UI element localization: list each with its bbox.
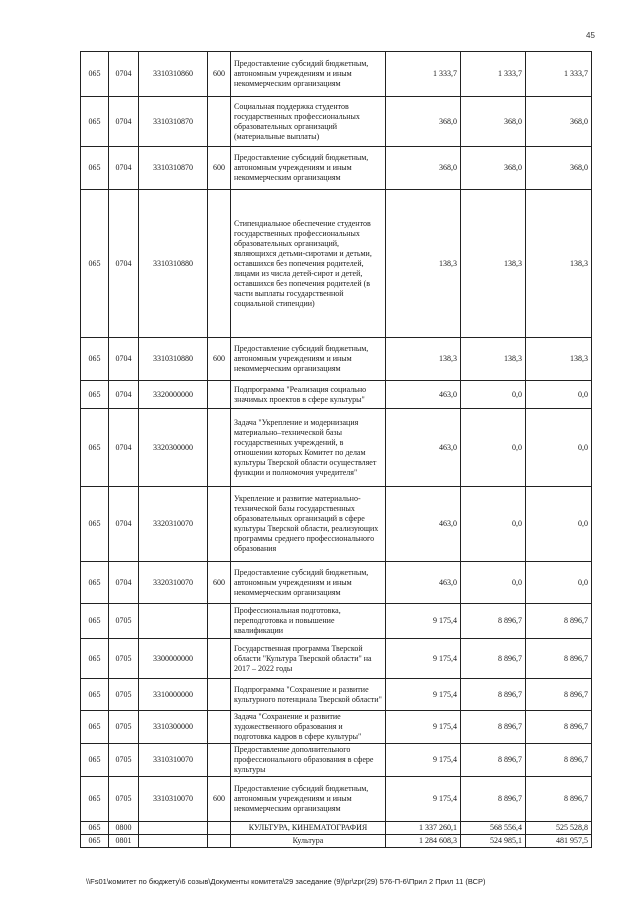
target-article-cell: 3310310070	[139, 777, 208, 822]
amount-year3-cell: 8 896,7	[526, 679, 592, 711]
expense-type-cell: 600	[208, 147, 231, 190]
section-cell: 0704	[109, 147, 139, 190]
expense-type-cell: 600	[208, 777, 231, 822]
amount-year1-cell: 9 175,4	[386, 744, 461, 777]
table-row	[81, 711, 592, 744]
target-article-cell: 3300000000	[139, 639, 208, 679]
amount-year1-cell: 368,0	[386, 97, 461, 147]
table-row	[81, 147, 592, 190]
kgrbs-cell: 065	[81, 639, 109, 679]
section-cell: 0705	[109, 679, 139, 711]
amount-year1-cell: 463,0	[386, 409, 461, 487]
kgrbs-cell: 065	[81, 381, 109, 409]
expense-type-cell	[208, 604, 231, 639]
section-cell: 0705	[109, 777, 139, 822]
item-name-cell: Предоставление дополнительного профессионального образования в сфере культуры	[231, 744, 386, 777]
amount-year3-cell: 0,0	[526, 562, 592, 604]
expense-type-cell	[208, 639, 231, 679]
target-article-cell: 3320310070	[139, 487, 208, 562]
page-number: 45	[586, 31, 595, 40]
expense-type-cell	[208, 822, 231, 835]
item-name-cell: Предоставление субсидий бюджетным, автономным учреждениям и иным некоммерческим организациям	[231, 147, 386, 190]
kgrbs-cell: 065	[81, 744, 109, 777]
amount-year2-cell: 0,0	[461, 562, 526, 604]
amount-year1-cell: 9 175,4	[386, 711, 461, 744]
amount-year1-cell: 138,3	[386, 338, 461, 381]
amount-year1-cell: 1 284 608,3	[386, 835, 461, 848]
file-path-footer: \\Fs01\комитет по бюджету\6 созыв\Документы комитета\29 заседание (9)\pr\zpr(29) 576-П-6\Прил 2 Прил 11 (ВСР)	[86, 877, 486, 886]
amount-year3-cell: 8 896,7	[526, 604, 592, 639]
budget-table	[80, 51, 592, 848]
item-name-cell: Социальная поддержка студентов государственных профессиональных образовательных организаций (материальные выплаты)	[231, 97, 386, 147]
kgrbs-cell: 065	[81, 97, 109, 147]
item-name-cell: Задача "Укрепление и модернизация материально–технической базы государственных учреждений, в отношении которых Комитет по делам культуры Тверской области осуществляет функции и полномочия учредителя"	[231, 409, 386, 487]
amount-year2-cell: 8 896,7	[461, 679, 526, 711]
expense-type-cell	[208, 381, 231, 409]
kgrbs-cell: 065	[81, 52, 109, 97]
kgrbs-cell: 065	[81, 409, 109, 487]
amount-year1-cell: 1 337 260,1	[386, 822, 461, 835]
amount-year1-cell: 9 175,4	[386, 777, 461, 822]
amount-year2-cell: 138,3	[461, 338, 526, 381]
item-name-cell: Культура	[231, 835, 386, 848]
amount-year2-cell: 368,0	[461, 97, 526, 147]
expense-type-cell: 600	[208, 562, 231, 604]
amount-year2-cell: 368,0	[461, 147, 526, 190]
amount-year3-cell: 8 896,7	[526, 711, 592, 744]
kgrbs-cell: 065	[81, 822, 109, 835]
expense-type-cell	[208, 711, 231, 744]
target-article-cell: 3310310070	[139, 744, 208, 777]
kgrbs-cell: 065	[81, 835, 109, 848]
target-article-cell: 3320300000	[139, 409, 208, 487]
table-row	[81, 822, 592, 835]
amount-year2-cell: 8 896,7	[461, 744, 526, 777]
table-row	[81, 604, 592, 639]
expense-type-cell	[208, 835, 231, 848]
amount-year3-cell: 368,0	[526, 147, 592, 190]
section-cell: 0704	[109, 409, 139, 487]
amount-year1-cell: 9 175,4	[386, 679, 461, 711]
section-cell: 0705	[109, 639, 139, 679]
amount-year3-cell: 138,3	[526, 190, 592, 338]
section-cell: 0705	[109, 711, 139, 744]
expense-type-cell	[208, 409, 231, 487]
amount-year3-cell: 138,3	[526, 338, 592, 381]
target-article-cell: 3310310880	[139, 338, 208, 381]
table-row	[81, 381, 592, 409]
expense-type-cell	[208, 744, 231, 777]
item-name-cell: Укрепление и развитие материально-технической базы государственных образовательных организаций в сфере культуры Тверской области, реализующих программы среднего профессионального образования	[231, 487, 386, 562]
table-row	[81, 190, 592, 338]
kgrbs-cell: 065	[81, 711, 109, 744]
amount-year3-cell: 8 896,7	[526, 777, 592, 822]
section-cell: 0704	[109, 338, 139, 381]
kgrbs-cell: 065	[81, 777, 109, 822]
amount-year1-cell: 1 333,7	[386, 52, 461, 97]
section-cell: 0704	[109, 487, 139, 562]
item-name-cell: Стипендиальное обеспечение студентов государственных профессиональных образовательных организаций, являющихся детьми-сиротами и детьми, оставшихся без попечения родителей, лицами из числа детей-сирот и детей, оставшихся без попечения родителей (в части выплаты государственной социальной стипендии)	[231, 190, 386, 338]
table-row	[81, 679, 592, 711]
target-article-cell: 3320310070	[139, 562, 208, 604]
kgrbs-cell: 065	[81, 147, 109, 190]
expense-type-cell	[208, 97, 231, 147]
item-name-cell: Подпрограмма "Сохранение и развитие культурного потенциала Тверской области"	[231, 679, 386, 711]
item-name-cell: Профессиональная подготовка, переподготовка и повышение квалификации	[231, 604, 386, 639]
kgrbs-cell: 065	[81, 604, 109, 639]
item-name-cell: Предоставление субсидий бюджетным, автономным учреждениям и иным некоммерческим организациям	[231, 777, 386, 822]
amount-year1-cell: 463,0	[386, 487, 461, 562]
table-row	[81, 409, 592, 487]
amount-year2-cell: 1 333,7	[461, 52, 526, 97]
table-row	[81, 52, 592, 97]
target-article-cell: 3310310870	[139, 97, 208, 147]
target-article-cell	[139, 835, 208, 848]
table-row	[81, 777, 592, 822]
target-article-cell: 3310000000	[139, 679, 208, 711]
target-article-cell	[139, 604, 208, 639]
item-name-cell: Подпрограмма "Реализация социально значимых проектов в сфере культуры"	[231, 381, 386, 409]
section-cell: 0704	[109, 190, 139, 338]
section-cell: 0704	[109, 562, 139, 604]
kgrbs-cell: 065	[81, 679, 109, 711]
expense-type-cell	[208, 190, 231, 338]
amount-year3-cell: 8 896,7	[526, 639, 592, 679]
kgrbs-cell: 065	[81, 190, 109, 338]
amount-year3-cell: 481 957,5	[526, 835, 592, 848]
expense-type-cell: 600	[208, 52, 231, 97]
amount-year3-cell: 8 896,7	[526, 744, 592, 777]
section-cell: 0704	[109, 97, 139, 147]
amount-year2-cell: 138,3	[461, 190, 526, 338]
table-row	[81, 487, 592, 562]
section-cell: 0800	[109, 822, 139, 835]
amount-year3-cell: 0,0	[526, 381, 592, 409]
amount-year2-cell: 0,0	[461, 487, 526, 562]
item-name-cell: Государственная программа Тверской области "Культура Тверской области" на 2017 – 2022 годы	[231, 639, 386, 679]
amount-year3-cell: 0,0	[526, 409, 592, 487]
table-body	[81, 52, 592, 848]
target-article-cell: 3310310860	[139, 52, 208, 97]
table-row	[81, 97, 592, 147]
amount-year2-cell: 8 896,7	[461, 777, 526, 822]
section-cell: 0801	[109, 835, 139, 848]
amount-year1-cell: 138,3	[386, 190, 461, 338]
kgrbs-cell: 065	[81, 338, 109, 381]
expense-type-cell	[208, 679, 231, 711]
amount-year1-cell: 368,0	[386, 147, 461, 190]
target-article-cell: 3310310880	[139, 190, 208, 338]
item-name-cell: Предоставление субсидий бюджетным, автономным учреждениям и иным некоммерческим организациям	[231, 562, 386, 604]
table-row	[81, 338, 592, 381]
amount-year2-cell: 0,0	[461, 409, 526, 487]
amount-year3-cell: 368,0	[526, 97, 592, 147]
amount-year3-cell: 525 528,8	[526, 822, 592, 835]
amount-year1-cell: 9 175,4	[386, 639, 461, 679]
expense-type-cell: 600	[208, 338, 231, 381]
table-row	[81, 835, 592, 848]
table-row	[81, 744, 592, 777]
amount-year2-cell: 8 896,7	[461, 711, 526, 744]
amount-year2-cell: 524 985,1	[461, 835, 526, 848]
kgrbs-cell: 065	[81, 487, 109, 562]
amount-year3-cell: 1 333,7	[526, 52, 592, 97]
table-row	[81, 562, 592, 604]
table-row	[81, 639, 592, 679]
section-cell: 0705	[109, 744, 139, 777]
amount-year3-cell: 0,0	[526, 487, 592, 562]
target-article-cell: 3310310870	[139, 147, 208, 190]
item-name-cell: КУЛЬТУРА, КИНЕМАТОГРАФИЯ	[231, 822, 386, 835]
amount-year1-cell: 463,0	[386, 562, 461, 604]
item-name-cell: Задача "Сохранение и развитие художественного образования и подготовка кадров в сфере культуры"	[231, 711, 386, 744]
amount-year2-cell: 568 556,4	[461, 822, 526, 835]
item-name-cell: Предоставление субсидий бюджетным, автономным учреждениям и иным некоммерческим организациям	[231, 338, 386, 381]
section-cell: 0704	[109, 381, 139, 409]
amount-year1-cell: 9 175,4	[386, 604, 461, 639]
target-article-cell: 3310300000	[139, 711, 208, 744]
target-article-cell	[139, 822, 208, 835]
amount-year2-cell: 8 896,7	[461, 639, 526, 679]
kgrbs-cell: 065	[81, 562, 109, 604]
amount-year2-cell: 8 896,7	[461, 604, 526, 639]
item-name-cell: Предоставление субсидий бюджетным, автономным учреждениям и иным некоммерческим организациям	[231, 52, 386, 97]
amount-year2-cell: 0,0	[461, 381, 526, 409]
section-cell: 0705	[109, 604, 139, 639]
expense-type-cell	[208, 487, 231, 562]
target-article-cell: 3320000000	[139, 381, 208, 409]
amount-year1-cell: 463,0	[386, 381, 461, 409]
section-cell: 0704	[109, 52, 139, 97]
